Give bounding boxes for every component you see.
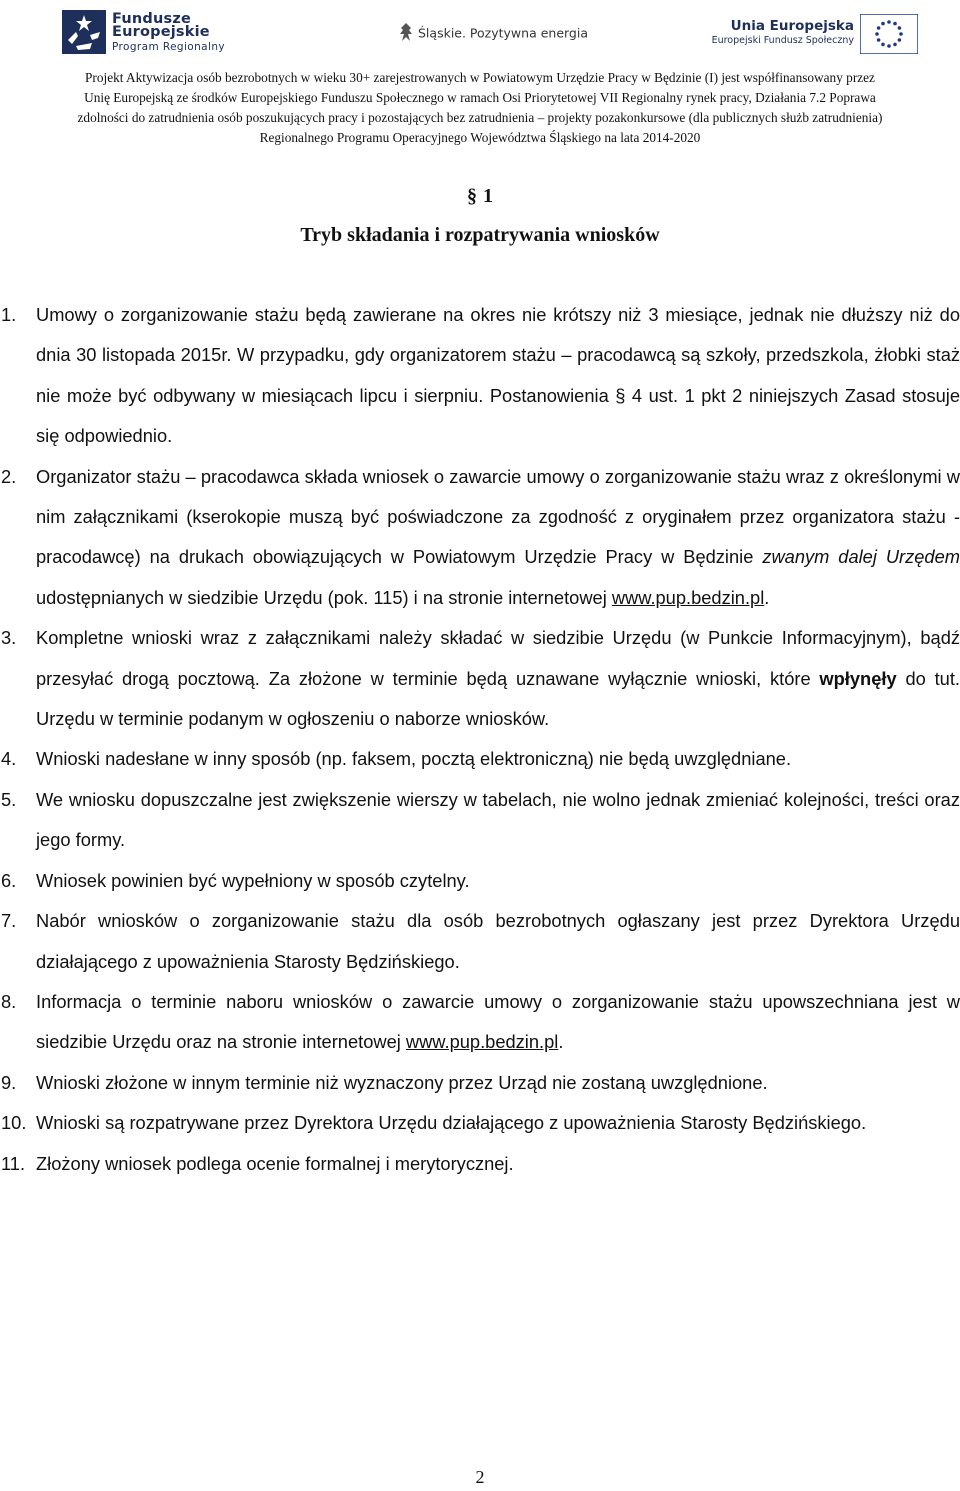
section-number <box>0 183 960 209</box>
list-item-number: 4. <box>1 748 17 770</box>
project-header-line1: Projekt Aktywizacja osób bezrobotnych w wieku 30+ zarejestrowanych w Powiatowym Urzędzie Pracy w Będzinie (I) jest współfinansowany przez <box>85 70 875 85</box>
list-item-number: 1. <box>1 304 17 325</box>
website-link[interactable]: www.pup.bedzin.pl <box>405 1031 559 1053</box>
list-item-text: Wniosek powinien być wypełniony w sposób czytelny. <box>36 869 470 891</box>
italic-text: zwanym dalej Urzędem <box>762 546 960 568</box>
ue-logo-line2: Europejski Fundusz Społeczny <box>711 35 854 46</box>
list-item-number: 11. <box>1 1152 26 1174</box>
list-item <box>0 1144 960 1184</box>
website-link[interactable]: www.pup.bedzin.pl <box>611 586 765 608</box>
fundusze-europejskie-icon <box>62 10 106 54</box>
section-title: Tryb składania i rozpatrywania wniosków <box>300 224 660 246</box>
list-item-number: 9. <box>1 1071 17 1093</box>
list-item <box>0 295 960 457</box>
list-item <box>0 1103 960 1143</box>
text-span: Informacja o terminie naboru wniosków o zawarcie umowy o zorganizowanie stażu upowszechniana jest w siedzibie Urzędu oraz na stronie internetowej <box>36 990 960 1053</box>
project-funding-header <box>4 68 956 148</box>
list-item-number: 5. <box>1 788 17 810</box>
list-item <box>0 861 960 901</box>
ue-logo-line1: Unia Europejska <box>730 18 854 34</box>
fe-logo-line1: Fundusze <box>112 11 192 27</box>
text-span: udostępnianych w siedzibie Urzędu (pok. 115) i na stronie internetowej <box>36 586 612 608</box>
list-item-text: We wniosku dopuszczalne jest zwiększenie wierszy w tabelach, nie wolno jednak zmieniać kolejności, treści oraz jego formy. <box>36 788 960 851</box>
section-number-value: 1 <box>483 185 493 207</box>
list-item-text: Wnioski są rozpatrywane przez Dyrektora Urzędu działającego z upoważnienia Starosty Będzińskiego. <box>36 1112 867 1134</box>
section-symbol: § <box>467 185 477 207</box>
list-item-number: 7. <box>1 910 17 932</box>
list-item-text <box>36 618 960 739</box>
list-item-text: Wnioski nadesłane w inny sposób (np. faksem, pocztą elektroniczną) nie będą uwzględniane. <box>36 748 792 770</box>
list-item <box>0 780 960 861</box>
slaskie-logo <box>398 22 588 46</box>
text-span: . <box>764 586 770 608</box>
bold-text: wpłynęły <box>819 667 897 689</box>
list-item <box>0 618 960 739</box>
list-item-text: Złożony wniosek podlega ocenie formalnej i merytorycznej. <box>36 1152 514 1174</box>
list-item <box>0 901 960 982</box>
list-item-number: 8. <box>1 990 17 1012</box>
logo-band <box>0 0 960 66</box>
eu-flag-icon <box>860 14 918 54</box>
list-item <box>0 1063 960 1103</box>
project-header-line4: Regionalnego Programu Operacyjnego Województwa Śląskiego na lata 2014-2020 <box>259 130 701 145</box>
text-span: Kompletne wnioski wraz z załącznikami należy składać w siedzibie Urzędu (w Punkcie Informacyjnym), bądź przesyłać drogą pocztową. Za złożone w terminie będą uznawane wyłącznie wnioski, które <box>36 627 960 689</box>
list-item-text: Nabór wniosków o zorganizowanie stażu dla osób bezrobotnych ogłaszany jest przez Dyrektora Urzędu działającego z upoważnienia Starosty Będzińskiego. <box>36 910 960 972</box>
rules-list <box>0 295 960 1184</box>
slaskie-logo-text: Śląskie. Pozytywna energia <box>418 25 588 41</box>
list-item <box>0 982 960 1063</box>
unia-europejska-logo <box>711 14 918 58</box>
text-span: . <box>558 1031 564 1053</box>
list-item <box>0 457 960 619</box>
list-item-number: 3. <box>1 627 17 649</box>
text-span: Organizator stażu – pracodawca składa wniosek o zawarcie umowy o zorganizowanie stażu wraz z określonymi w nim załącznikami (kserokopie muszą być poświadczone za zgodność z oryginałem przez organizatora stażu - pracodawcę) na drukach obowiązujących w Powiatowym Urzędzie Pracy w Będzinie <box>36 465 960 568</box>
list-item-text <box>36 457 960 619</box>
text-span: do tut. Urzędu w terminie podanym w ogłoszeniu o naborze wniosków. <box>36 667 960 730</box>
list-item-text <box>36 982 960 1063</box>
list-item-number: 2. <box>1 465 17 487</box>
list-item-text: Wnioski złożone w innym terminie niż wyznaczony przez Urząd nie zostaną uwzględnione. <box>36 1071 768 1093</box>
list-item-text: Umowy o zorganizowanie stażu będą zawierane na okres nie krótszy niż 3 miesiące, jednak nie dłuższy niż do dnia 30 listopada 2015r. W przypadku, gdy organizatorem stażu – pracodawcą są szkoły, przedszkola, żłobki staż nie może być odbywany w miesiącach lipcu i sierpniu. Postanowienia § 4 ust. 1 pkt 2 niniejszych Zasad stosuje się odpowiednio. <box>36 304 960 447</box>
project-header-line2: Unię Europejską ze środków Europejskiego Funduszu Społecznego w ramach Osi Priorytetowej VII Regionalny rynek pracy, Działania 7.2 Poprawa <box>84 90 876 105</box>
fundusze-europejskie-logo <box>62 10 262 56</box>
fe-logo-line3: Program Regionalny <box>112 41 226 53</box>
list-item <box>0 739 960 779</box>
page-number: 2 <box>475 1467 485 1487</box>
list-item-number: 10. <box>1 1112 27 1134</box>
project-header-line3: zdolności do zatrudnienia osób poszukujących pracy i pozostających bez zatrudnienia – projekty pozakonkursowe (dla publicznych służb zatrudnienia) <box>77 110 883 125</box>
list-item-number: 6. <box>1 869 17 891</box>
slaskie-eagle-icon <box>398 22 414 44</box>
fe-logo-line2: Europejskie <box>112 24 210 40</box>
